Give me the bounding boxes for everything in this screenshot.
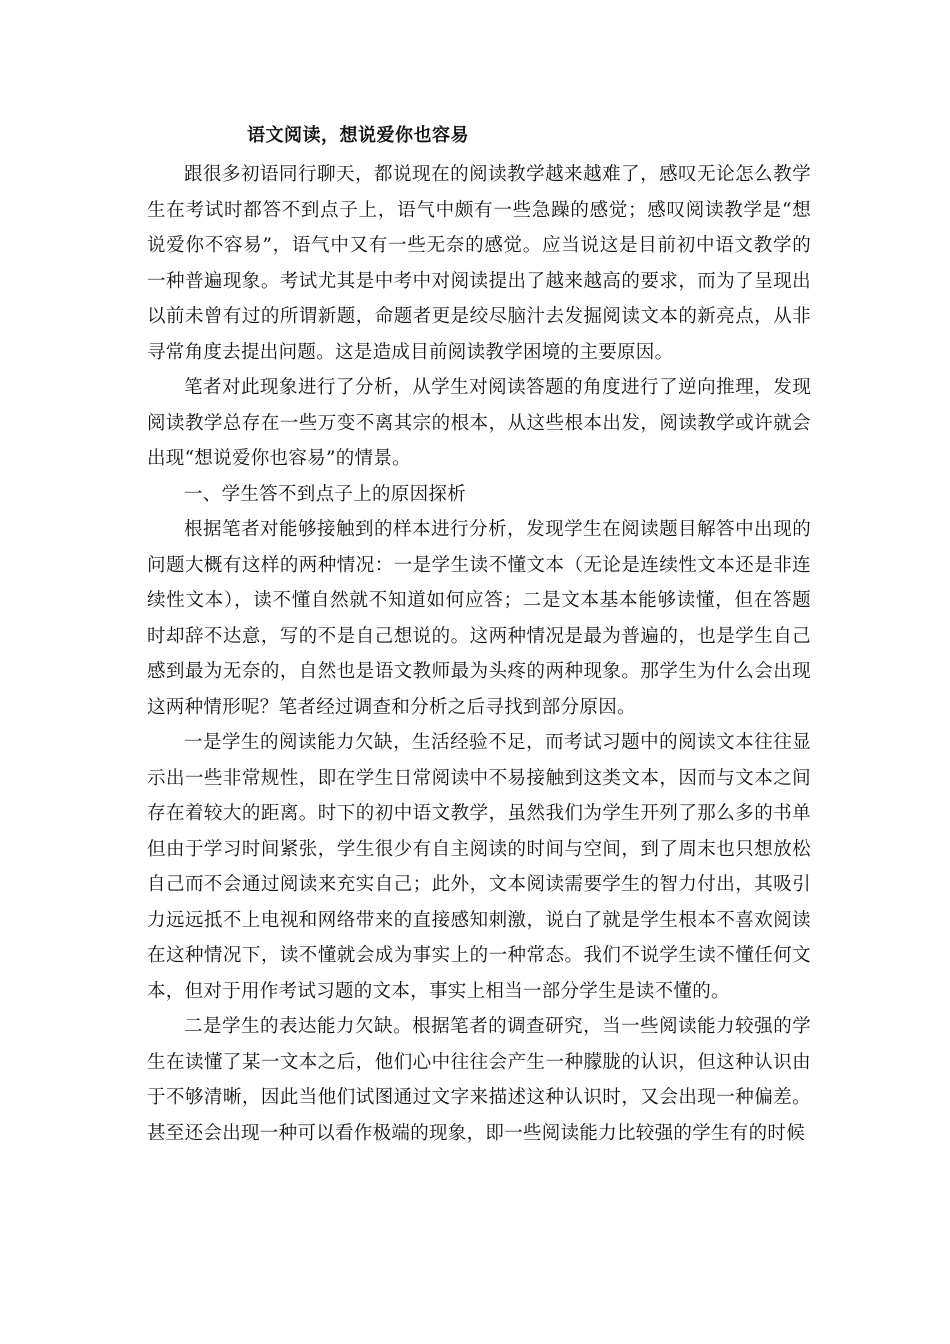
paragraph-reason-one: 一是学生的阅读能力欠缺，生活经验不足，而考试习题中的阅读文本往往显示出一些非常规性，即在学生日常阅读中不易接触到这类文本，因而与文本之间存在着较大的距离。时下的初中语文教学，虽然我们为学生开列了那么多的书单但由于学习时间紧张，学生很少有自主阅读的时间与空间，到了周末也只想放松自己而不会通过阅读来充实自己；此外，文本阅读需要学生的智力付出，其吸引力远远抵不上电视和网络带来的直接感知刺激，说白了就是学生根本不喜欢阅读在这种情况下，读不懂就会成为事实上的一种常态。我们不说学生读不懂任何文本，但对于用作考试习题的文本，事实上相当一部分学生是读不懂的。 [147,732,811,1002]
paragraph-analysis: 笔者对此现象进行了分析，从学生对阅读答题的角度进行了逆向推理，发现阅读教学总存在一些万变不离其宗的根本，从这些根本出发，阅读教学或许就会出现“想说爱你也容易”的情景。 [147,377,811,469]
paragraph-intro: 跟很多初语同行聊天，都说现在的阅读教学越来越难了，感叹无论怎么教学生在考试时都答不到点子上，语气中颇有一些急躁的感觉；感叹阅读教学是“想说爱你不容易”，语气中又有一些无奈的感觉。应当说这是目前初中语文教学的一种普遍现象。考试尤其是中考中对阅读提出了越来越高的要求，而为了呈现出以前未曾有过的所谓新题，命题者更是绞尽脑汁去发掘阅读文本的新亮点，从非寻常角度去提出问题。这是造成目前阅读教学困境的主要原因。 [147,164,811,363]
document-body [147,157,811,1151]
document-title: 语文阅读，想说爱你也容易 [247,125,469,146]
paragraph-sample-analysis: 根据笔者对能够接触到的样本进行分析，发现学生在阅读题目解答中出现的问题大概有这样的两种情况：一是学生读不懂文本（无论是连续性文本还是非连续性文本），读不懂自然就不知道如何应答；二是文本基本能够读懂，但在答题时却辞不达意，写的不是自己想说的。这两种情况是最为普遍的，也是学生自己感到最为无奈的，自然也是语文教师最为头疼的两种现象。那学生为什么会出现这两种情形呢？笔者经过调查和分析之后寻找到部分原因。 [147,519,811,718]
section-heading: 一、学生答不到点子上的原因探析 [184,483,467,505]
paragraph-reason-two: 二是学生的表达能力欠缺。根据笔者的调查研究，当一些阅读能力较强的学生在读懂了某一文本之后，他们心中往往会产生一种朦胧的认识，但这种认识由于不够清晰，因此当他们试图通过文字来描述这种认识时，又会出现一种偏差。甚至还会出现一种可以看作极端的现象，即一些阅读能力比较强的学生有的时候 [147,1016,811,1144]
